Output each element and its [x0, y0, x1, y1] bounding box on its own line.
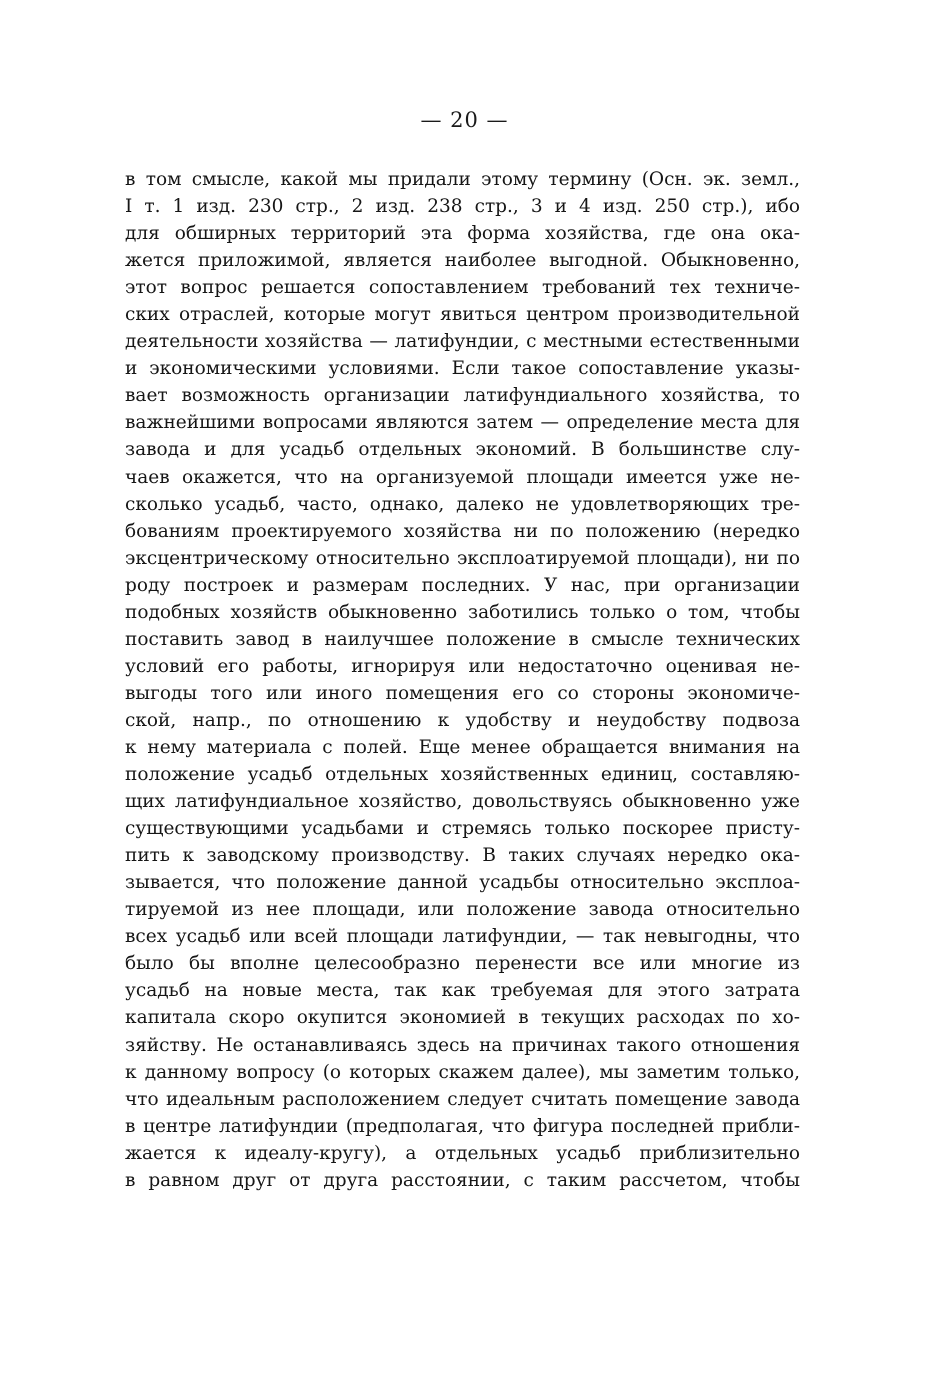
text-line: в центре латифундии (предполагая, что фигура последней прибли-: [125, 1115, 800, 1137]
text-line: к нему материала с полей. Еще менее обращается внимания на: [125, 736, 800, 758]
text-line: этот вопрос решается сопоставлением требований тех техниче-: [125, 277, 800, 299]
text-line: в равном друг от друга расстоянии, с таким рассчетом, чтобы: [125, 1169, 800, 1191]
text-line: тируемой из нее площади, или положение завода относительно: [125, 899, 800, 921]
text-line: I т. 1 изд. 230 стр., 2 изд. 238 стр., 3 и 4 изд. 250 стр.), ибо: [125, 196, 800, 218]
text-line: зывается, что положение данной усадьбы относительно эксплоа-: [125, 872, 800, 894]
text-line: было бы вполне целесообразно перенести все или многие из: [125, 953, 800, 975]
text-line: что идеальным расположением следует считать помещение завода: [125, 1088, 800, 1110]
text-line: жается к идеалу-кругу), а отдельных усадьб приблизительно: [125, 1142, 800, 1164]
text-line: усадьб на новые места, так как требуемая для этого затрата: [125, 980, 800, 1002]
text-line: для обширных территорий эта форма хозяйства, где она ока-: [125, 223, 800, 245]
text-line: капитала скоро окупится экономией в текущих расходах по хо-: [125, 1007, 800, 1029]
text-line: пить к заводскому производству. В таких случаях нередко ока-: [125, 845, 800, 867]
text-line: выгоды того или иного помещения его со стороны экономиче-: [125, 682, 800, 704]
text-line: к данному вопросу (о которых скажем далее), мы заметим только,: [125, 1061, 800, 1083]
text-line: существующими усадьбами и стремясь только поскорее присту-: [125, 818, 800, 840]
text-line: бованиям проектируемого хозяйства ни по положению (нередко: [125, 520, 800, 542]
text-line: ской, напр., по отношению к удобству и неудобству подвоза: [125, 709, 800, 731]
text-line: поставить завод в наилучшее положение в смысле технических: [125, 628, 800, 650]
text-line: и экономическими условиями. Если такое сопоставление указы-: [125, 358, 800, 380]
text-line: вает возможность организации латифундиального хозяйства, то: [125, 385, 800, 407]
text-line: эксцентрическому относительно эксплоатируемой площади), ни по: [125, 547, 800, 569]
text-line: чаев окажется, что на организуемой площади имеется уже не-: [125, 466, 800, 488]
text-line: ских отраслей, которые могут явиться центром производительной: [125, 304, 800, 326]
page-number: — 20 —: [420, 108, 509, 132]
text-line: деятельности хозяйства — латифундии, с местными естественными: [125, 331, 800, 353]
text-line: всех усадьб или всей площади латифундии, — так невыгодны, что: [125, 926, 800, 948]
text-line: подобных хозяйств обыкновенно заботились только о том, чтобы: [125, 601, 800, 623]
text-line: жется приложимой, является наиболее выгодной. Обыкновенно,: [125, 250, 800, 272]
text-line: сколько усадьб, часто, однако, далеко не удовлетворяющих тре-: [125, 493, 800, 515]
body-text: [125, 166, 800, 1194]
text-line: в том смысле, какой мы придали этому термину (Осн. эк. земл.,: [125, 169, 800, 190]
text-line: условий его работы, игнорируя или недостаточно оценивая не-: [125, 655, 800, 677]
text-line: щих латифундиальное хозяйство, довольствуясь обыкновенно уже: [125, 791, 800, 813]
text-line: завода и для усадьб отдельных экономий. В большинстве слу-: [125, 439, 800, 461]
text-line: положение усадьб отдельных хозяйственных единиц, составляю-: [125, 764, 800, 786]
text-line: важнейшими вопросами являются затем — определение места для: [125, 412, 800, 434]
text-line: роду построек и размерам последних. У нас, при организации: [125, 574, 800, 596]
text-line: зяйству. Не останавливаясь здесь на причинах такого отношения: [125, 1034, 800, 1056]
